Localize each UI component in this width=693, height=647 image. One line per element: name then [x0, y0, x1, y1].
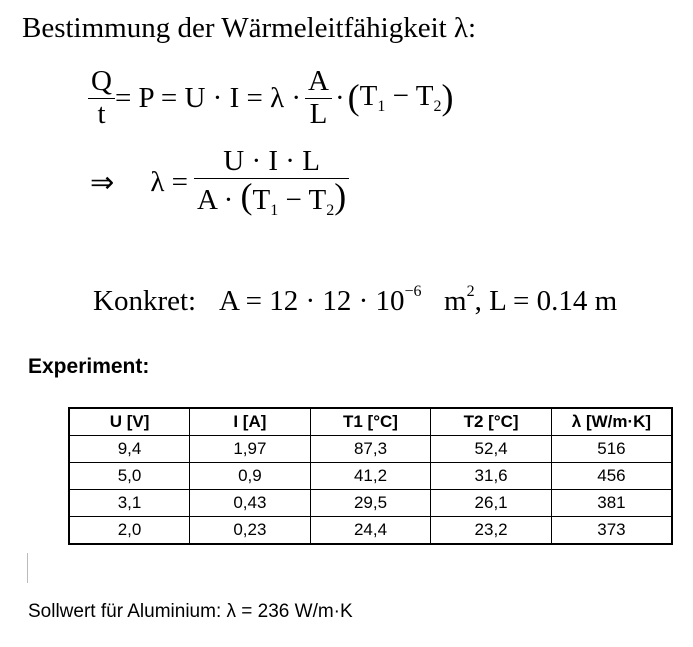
page-title: Bestimmung der Wärmeleitfähigkeit λ: [22, 12, 477, 44]
area-unit: m [444, 285, 467, 317]
fraction-denominator: t [97, 97, 106, 130]
length-expression: , L = 0.14 m [474, 285, 618, 317]
table-cell: 5,0 [69, 463, 190, 490]
minus-sign: − [285, 183, 302, 216]
table-cell: 24,4 [310, 517, 431, 545]
column-header: I [A] [190, 408, 311, 436]
table-cell: 2,0 [69, 517, 190, 545]
table-cell: 373 [551, 517, 672, 545]
implies-arrow: ⇒ [90, 167, 115, 200]
area-exponent: −6 [404, 283, 422, 300]
table-cell: 516 [551, 436, 672, 463]
power-equation [88, 66, 453, 131]
t1-symbol: T [359, 80, 378, 113]
area-unit-exponent: 2 [466, 283, 475, 300]
t2-subscript: 2 [433, 98, 442, 116]
area-expression: A = 12 · 12 · 10 [219, 285, 405, 317]
t1-subscript: 1 [270, 201, 279, 219]
fraction-denominator: L [309, 97, 328, 130]
fraction-numerator: U · I · L [223, 145, 320, 177]
konkret-label: Konkret: [93, 285, 197, 317]
experiment-table [68, 407, 673, 545]
area-symbol: A · [196, 183, 234, 216]
temperature-difference [360, 80, 442, 116]
t2-subscript: 2 [326, 201, 335, 219]
t1-subscript: 1 [377, 98, 386, 116]
equation-middle: = P = U · I = λ · [114, 81, 302, 114]
t2-symbol: T [308, 183, 327, 216]
table-cell: 0,43 [190, 490, 311, 517]
table-cell: 41,2 [310, 463, 431, 490]
table-cell: 1,97 [190, 436, 311, 463]
text-cursor [27, 553, 28, 583]
lambda-equals: λ = [150, 166, 188, 199]
experiment-heading: Experiment: [28, 355, 150, 378]
table-cell: 456 [551, 463, 672, 490]
table-cell: 31,6 [431, 463, 552, 490]
fraction-numerator: Q [91, 65, 112, 97]
table-cell: 23,2 [431, 517, 552, 545]
column-header: T1 [°C] [310, 408, 431, 436]
table-header-row [69, 408, 672, 436]
table-cell: 9,4 [69, 436, 190, 463]
table-row [69, 463, 672, 490]
fraction-denominator [194, 175, 349, 220]
table-cell: 87,3 [310, 436, 431, 463]
heat-rate-fraction [88, 66, 115, 131]
table-cell: 381 [551, 490, 672, 517]
minus-sign: − [392, 80, 409, 113]
table-row [69, 517, 672, 545]
paren-open: ( [347, 77, 360, 118]
area-length-fraction [305, 66, 332, 131]
column-header: U [V] [69, 408, 190, 436]
table-row [69, 490, 672, 517]
table-cell: 52,4 [431, 436, 552, 463]
table-cell: 29,5 [310, 490, 431, 517]
lambda-fraction [194, 146, 349, 219]
multiply-dot: · [335, 81, 345, 114]
paren-open: ( [240, 175, 253, 216]
t1-symbol: T [252, 183, 271, 216]
table-cell: 26,1 [431, 490, 552, 517]
lambda-equation [90, 146, 349, 219]
t2-symbol: T [415, 80, 434, 113]
table-row [69, 436, 672, 463]
paren-close: ) [441, 77, 454, 118]
table-cell: 3,1 [69, 490, 190, 517]
table-cell: 0,23 [190, 517, 311, 545]
reference-value: Sollwert für Aluminium: λ = 236 W/m·K [28, 601, 353, 622]
concrete-values [93, 283, 617, 318]
column-header: T2 [°C] [431, 408, 552, 436]
column-header: λ [W/m·K] [551, 408, 672, 436]
fraction-numerator: A [308, 65, 329, 97]
paren-close: ) [334, 175, 347, 216]
table-cell: 0,9 [190, 463, 311, 490]
